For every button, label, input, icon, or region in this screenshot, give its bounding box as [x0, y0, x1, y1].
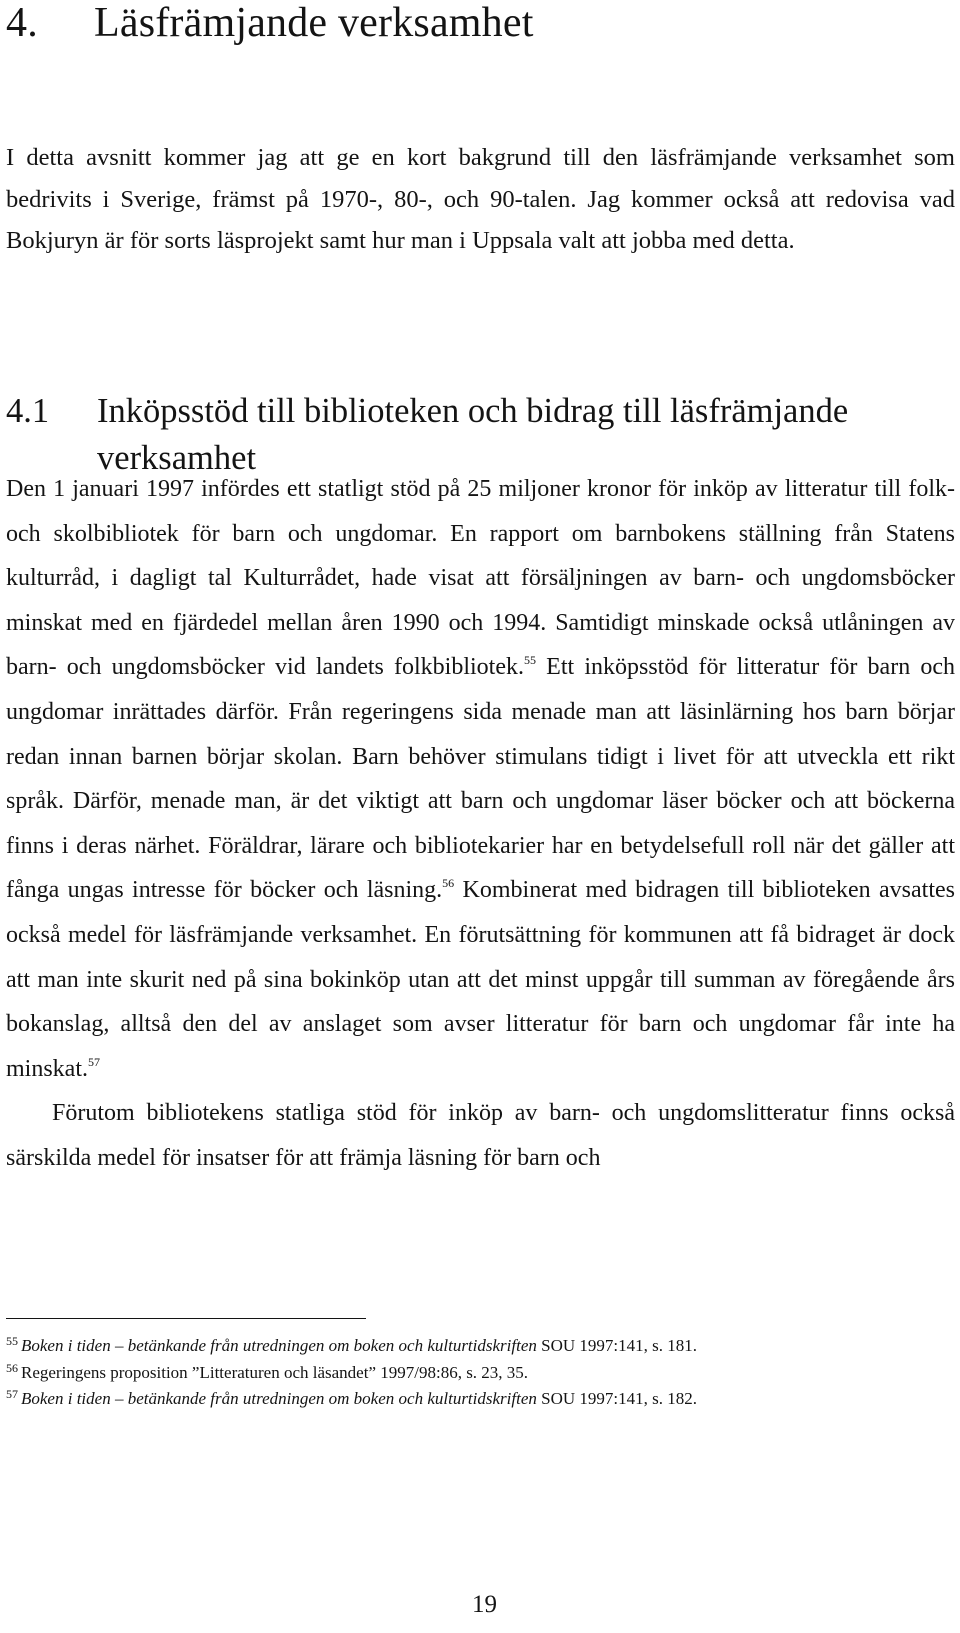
chapter-heading — [6, 0, 534, 46]
footnote-ref-55[interactable]: 55 — [524, 653, 537, 668]
chapter-number: 4. — [6, 0, 38, 46]
body-paragraph-2: Förutom bibliotekens statliga stöd för inköp av barn- och ungdomslitteratur finns också särskilda medel för insatser för att främja läsning för barn och — [6, 1100, 955, 1171]
footnote-title: Boken i tiden – betänkande från utredningen om boken och kulturtidskriften — [21, 1336, 537, 1355]
body-paragraph-1 — [6, 467, 955, 1091]
footnote-ref-57[interactable]: 57 — [88, 1054, 100, 1069]
footnote-number: 57 — [6, 1387, 18, 1401]
footnote-number: 56 — [6, 1360, 18, 1375]
footnote-number: 55 — [6, 1334, 18, 1348]
footnotes — [6, 1333, 955, 1413]
section-body — [6, 467, 955, 1181]
section-number: 4.1 — [6, 392, 50, 430]
footnote-citation: SOU 1997:141, s. 181. — [536, 1336, 697, 1355]
footnote-title: Boken i tiden – betänkande från utredningen om boken och kulturtidskriften — [21, 1389, 537, 1408]
footnote-57 — [6, 1386, 955, 1413]
footnote-ref-56[interactable]: 56 — [442, 876, 455, 891]
body-text-segment: Den 1 januari 1997 infördes ett statligt stöd på 25 miljoner kronor för inköp av litteratur till folk- och skolbibliotek för barn och ungdomar. En rapport om barnbokens ställning från Statens kulturråd, i dagligt tal Kulturrådet, hade visat att försäljningen av barn- och ungdomsböcker minskat med en fjärdedel mellan åren 1990 och 1994. Samtidigt minskade också utlåningen av barn- och ungdomsböcker vid landets folkbibliotek. — [6, 476, 955, 681]
chapter-title: Läsfrämjande verksamhet — [94, 0, 534, 46]
section-title: Inköpsstöd till biblioteken och bidrag till läsfrämjande verksamhet — [97, 392, 849, 477]
page-number: 19 — [472, 1591, 497, 1618]
body-text-segment: Kombinerat med bidragen till biblioteken avsattes också medel för läsfrämjande verksamhet. En förutsättning för kommunen att få bidraget är dock att man inte skurit ned på sina bokinköp utan att det minst uppgår till summan av föregående års bokanslag, alltså den del av anslaget som avser litteratur för barn och ungdomar får inte ha minskat. — [6, 877, 955, 1082]
footnote-citation: SOU 1997:141, s. 182. — [536, 1389, 697, 1408]
footnote-citation: Regeringens proposition ”Litteraturen och läsandet” 1997/98:86, s. 23, 35. — [21, 1362, 529, 1382]
footnote-separator — [6, 1318, 366, 1319]
intro-paragraph: I detta avsnitt kommer jag att ge en kort bakgrund till den läsfrämjande verksamhet som bedrivits i Sverige, främst på 1970-, 80-, och 90-talen. Jag kommer också att redovisa vad Bokjuryn är för sorts läsprojekt samt hur man i Uppsala valt att jobba med detta. — [6, 144, 955, 254]
footnote-55 — [6, 1333, 955, 1360]
document-page — [6, 0, 955, 1633]
body-text-segment: Ett inköpsstöd för litteratur för barn och ungdomar inrättades därför. Från regeringens sida menade man att läsinlärning hos barn börjar redan innan barnen börjar skolan. Barn behöver stimulans tidigt i livet för att utveckla ett rikt språk. Därför, menade man, är det viktigt att barn och ungdomar läser böcker och att böckerna finns i deras närhet. Föräldrar, lärare och bibliotekarier har en betydelsefull roll när det gäller att fånga ungas intresse för böcker och läsning. — [6, 654, 956, 904]
footnote-56 — [6, 1360, 955, 1387]
